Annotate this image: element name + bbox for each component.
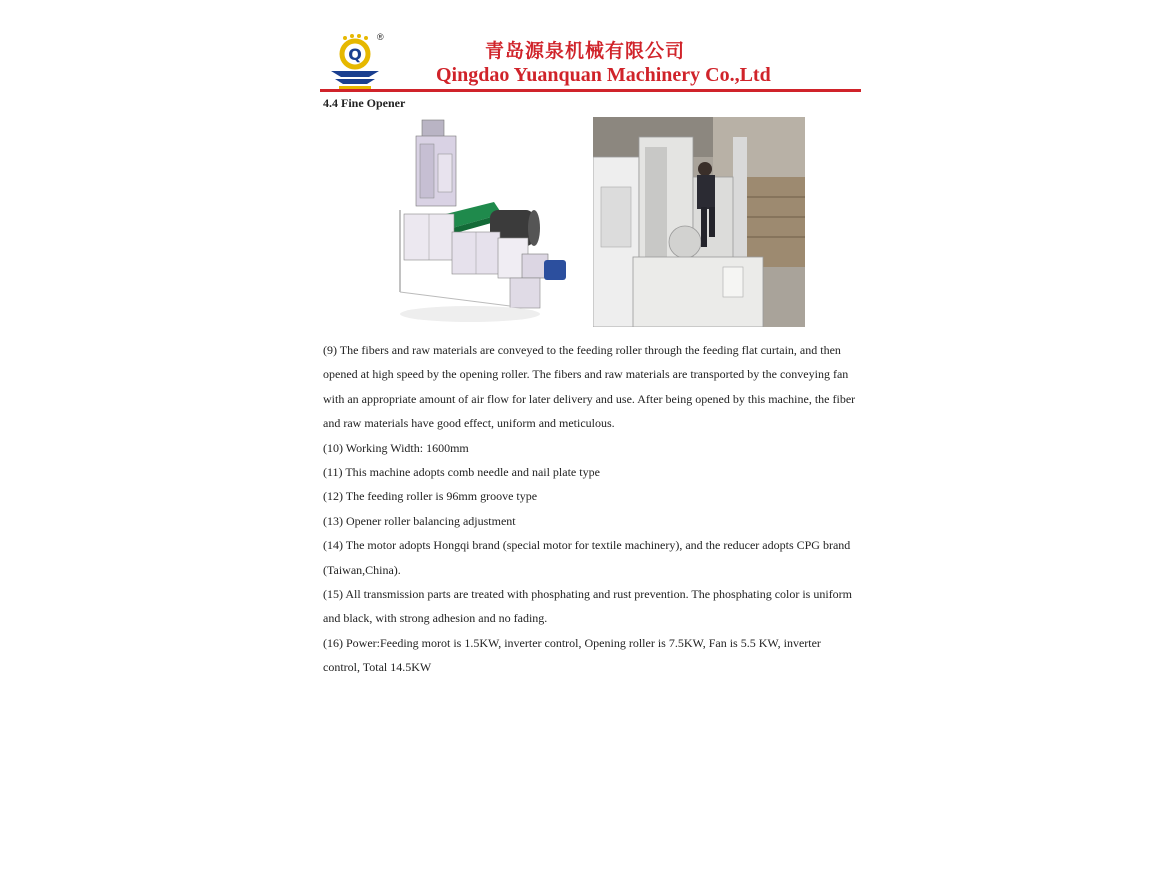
document-page [320, 28, 865, 688]
spec-item: (9) The fibers and raw materials are conveyed to the feeding roller through the feeding flat curtain, and then opened at high speed by the opening roller. The fibers and raw materials are transported by the conveying fan with an appropriate amount of air flow for later delivery and use. After being opened by this machine, the fiber and raw materials have good effect, uniform and meticulous. [323, 343, 856, 431]
spec-item: (15) All transmission parts are treated with phosphating and rust prevention. The phosphating color is uniform and black, with strong adhesion and no fading. [323, 587, 853, 626]
spec-item: (13) Opener roller balancing adjustment [323, 513, 516, 528]
spec-list [323, 338, 858, 680]
factory-photo-image [593, 117, 805, 327]
spec-item: (14) The motor adopts Hongqi brand (special motor for textile machinery), and the reducer adopts CPG brand (Taiwan,China). [323, 538, 851, 577]
svg-text:Q: Q [348, 45, 362, 64]
spec-item: (11) This machine adopts comb needle and nail plate type [323, 465, 600, 480]
header-divider [320, 89, 861, 92]
machine-rendering-image [390, 114, 580, 328]
spec-item: (10) Working Width: 1600mm [323, 440, 469, 455]
section-title: 4.4 Fine Opener [323, 96, 406, 110]
registered-mark: ® [377, 32, 384, 42]
company-name-english: Qingdao Yuanquan Machinery Co.,Ltd [436, 64, 771, 86]
company-logo-icon [325, 34, 387, 90]
spec-item: (16) Power:Feeding morot is 1.5KW, inverter control, Opening roller is 7.5KW, Fan is 5.5 KW, inverter control, Total 14.5KW [323, 635, 821, 675]
spec-item: (12) The feeding roller is 96mm groove type [323, 489, 538, 504]
company-name-chinese: 青岛源泉机械有限公司 [485, 40, 686, 62]
